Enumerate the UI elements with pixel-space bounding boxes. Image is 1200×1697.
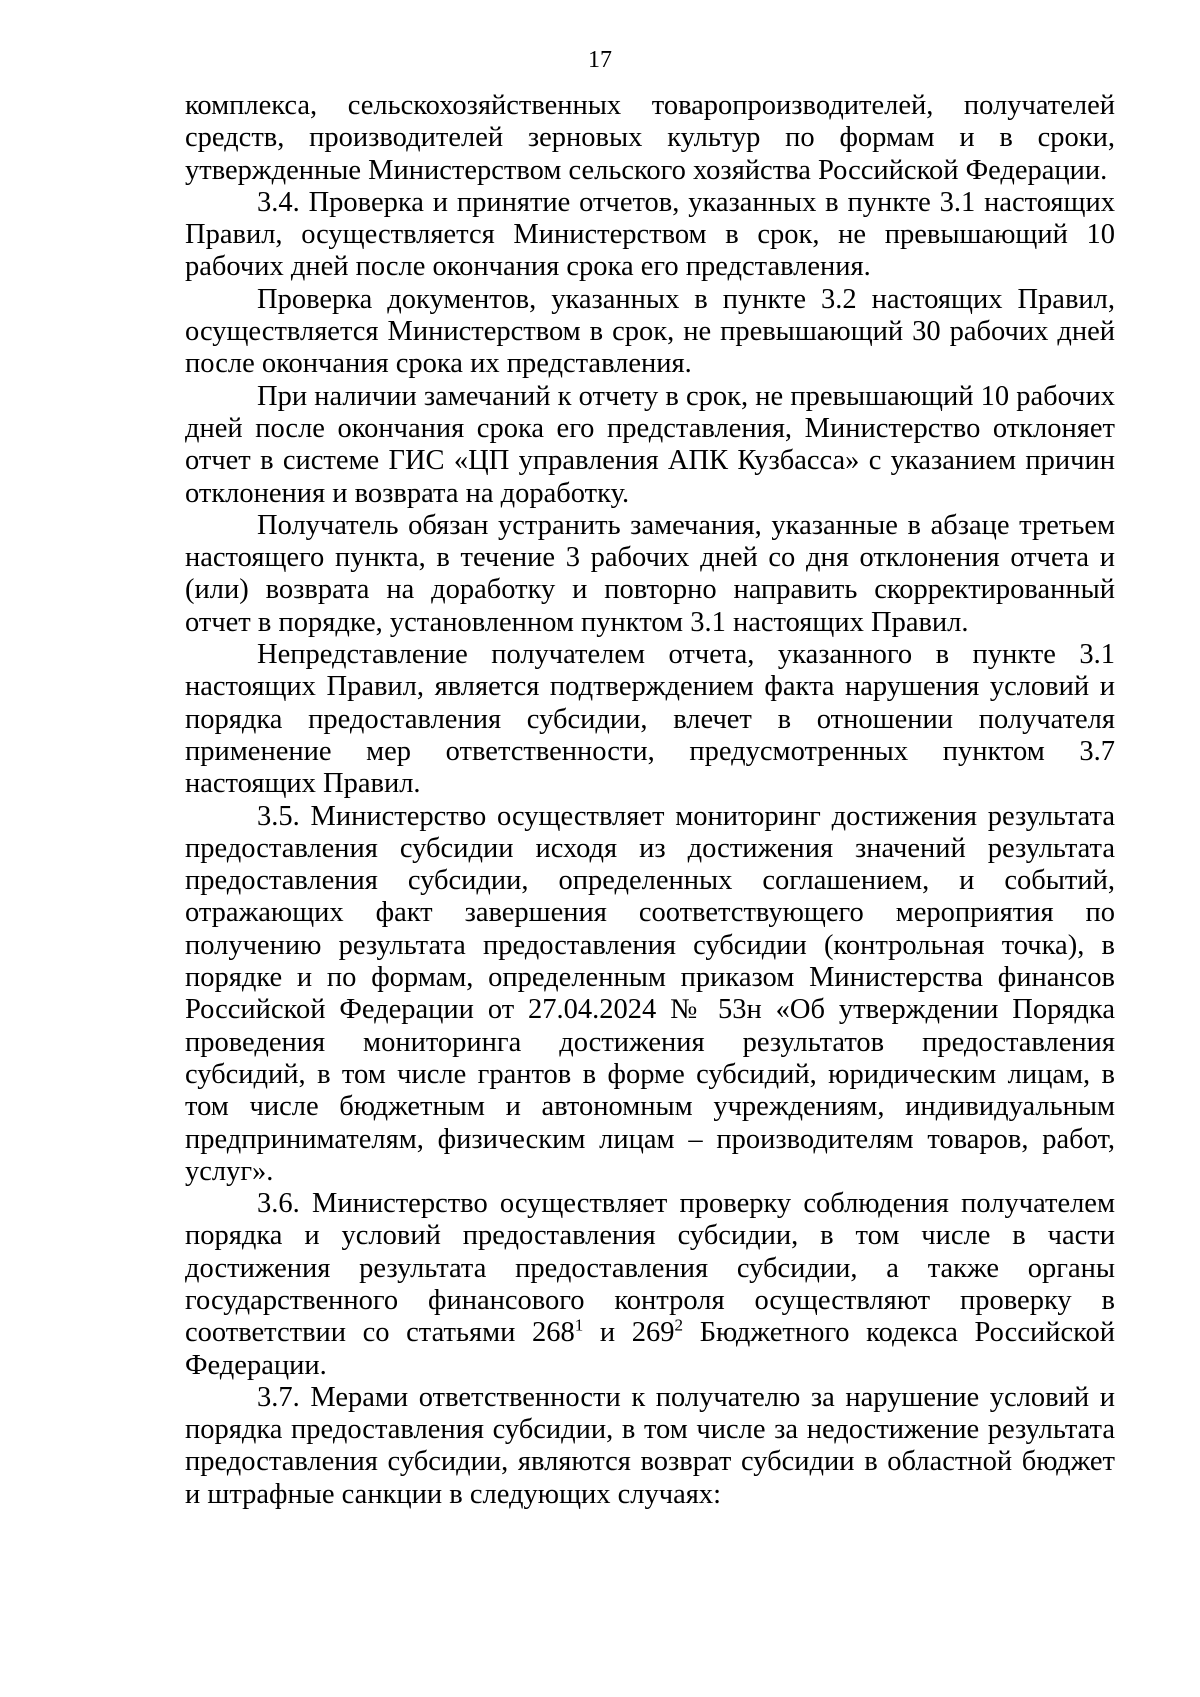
footnote-superscript: 2: [674, 1315, 684, 1335]
paragraph-3-6-text-b: и 269: [583, 1317, 675, 1349]
paragraph-3-4: 3.4. Проверка и принятие отчетов, указанных в пункте 3.1 настоящих Правил, осуществляется Министерством в срок, не превышающий 10 рабочих дней после окончания срока его представления.: [185, 186, 1115, 283]
page-number: 17: [588, 47, 612, 73]
footnote-superscript: 1: [574, 1315, 584, 1335]
paragraph-remarks: При наличии замечаний к отчету в срок, не превышающий 10 рабочих дней после окончания срока его представления, Министерство отклоняет отчет в системе ГИС «ЦП управления АПК Кузбасса» с указанием причин отклонения и возврата на доработку.: [185, 380, 1115, 509]
paragraph-non-submission: Непредставление получателем отчета, указанного в пункте 3.1 настоящих Правил, является подтверждением факта нарушения условий и порядка предоставления субсидии, влечет в отношении получателя применение мер ответственности, предусмотренных пунктом 3.7 настоящих Правил.: [185, 639, 1115, 800]
paragraph-3-6-text-c: Бюджетного кодекса Российской Федерации.: [185, 1317, 1115, 1381]
paragraph-3-7: 3.7. Мерами ответственности к получателю за нарушение условий и порядка предоставления субсидии, в том числе за недостижение результата предоставления субсидии, являются возврат субсидии в областной бюджет и штрафные санкции в следующих случаях:: [185, 1381, 1115, 1510]
paragraph-3-5: 3.5. Министерство осуществляет мониторинг достижения результата предоставления субсидии исходя из достижения значений результата предоставления субсидии, определенных соглашением, и событий, отражающих факт завершения соответствующего мероприятия по получению результата предоставления субсидии (контрольная точка), в порядке и по формам, определенным приказом Министерства финансов Российской Федерации от 27.04.2024 № 53н «Об утверждении Порядка проведения мониторинга достижения результатов предоставления субсидий, в том числе грантов в форме субсидий, юридическим лицам, в том числе бюджетным и автономным учреждениям, индивидуальным предпринимателям, физическим лицам – производителям товаров, работ, услуг».: [185, 800, 1115, 1187]
paragraph-document-check: Проверка документов, указанных в пункте 3.2 настоящих Правил, осуществляется Министерством в срок, не превышающий 30 рабочих дней после окончания срока их представления.: [185, 283, 1115, 380]
paragraph-3-6: [185, 1188, 1115, 1382]
paragraph-recipient-obligation: Получатель обязан устранить замечания, указанные в абзаце третьем настоящего пункта, в течение 3 рабочих дней со дня отклонения отчета и (или) возврата на доработку и повторно направить скорректированный отчет в порядке, установленном пунктом 3.1 настоящих Правил.: [185, 509, 1115, 638]
paragraph-3-6-text-a: 3.6. Министерство осуществляет проверку соблюдения получателем порядка и условий предоставления субсидии, в том числе в части достижения результата предоставления субсидии, а также органы государственного финансового контроля осуществляют проверку в соответствии со статьями 268: [185, 1188, 1115, 1349]
document-body: [185, 90, 1115, 1511]
paragraph-continuation: комплекса, сельскохозяйственных товаропроизводителей, получателей средств, производителей зерновых культур по формам и в сроки, утвержденные Министерством сельского хозяйства Российской Федерации.: [185, 90, 1115, 186]
